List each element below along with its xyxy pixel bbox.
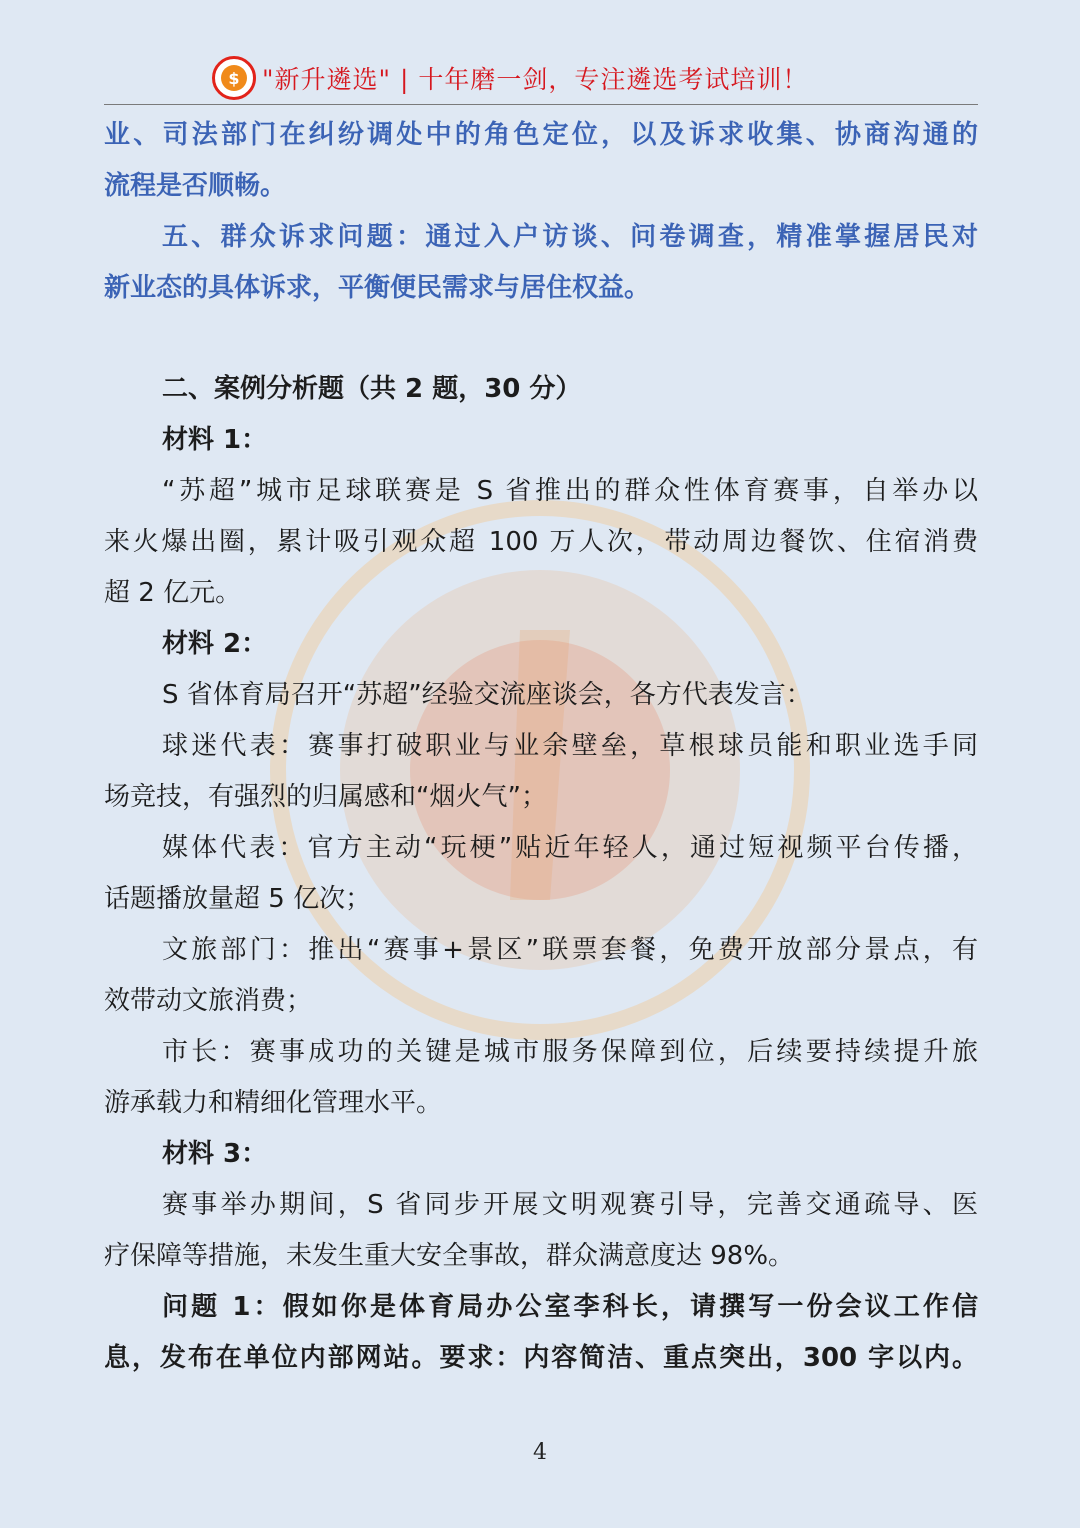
material-label: 材料 2： bbox=[162, 629, 268, 659]
material-label: 材料 1： bbox=[162, 425, 268, 455]
paragraph-line: 流程是否顺畅。 bbox=[104, 171, 287, 201]
question-line: 问题 1：假如你是体育局办公室李科长，请撰写一份会议工作信 bbox=[162, 1292, 978, 1322]
page-number: 4 bbox=[533, 1440, 547, 1465]
paragraph-line: 市长：赛事成功的关键是城市服务保障到位，后续要持续提升旅 bbox=[162, 1037, 978, 1067]
paragraph-line: 来火爆出圈，累计吸引观众超 100 万人次，带动周边餐饮、住宿消费 bbox=[104, 527, 978, 557]
paragraph-line: 游承载力和精细化管理水平。 bbox=[104, 1088, 443, 1118]
paragraph-line: 文旅部门：推出“赛事+景区”联票套餐，免费开放部分景点，有 bbox=[162, 935, 978, 965]
paragraph-line: S 省体育局召开“苏超”经验交流座谈会，各方代表发言： bbox=[162, 680, 812, 710]
material-label: 材料 3： bbox=[162, 1139, 268, 1169]
paragraph-line: 赛事举办期间，S 省同步开展文明观赛引导，完善交通疏导、医 bbox=[162, 1190, 978, 1220]
paragraph-line: 新业态的具体诉求，平衡便民需求与居住权益。 bbox=[104, 273, 651, 303]
question-line: 息，发布在单位内部网站。要求：内容简洁、重点突出，300 字以内。 bbox=[104, 1343, 978, 1373]
paragraph-line: 效带动文旅消费； bbox=[104, 986, 313, 1016]
paragraph-line: 球迷代表：赛事打破职业与业余壁垒，草根球员能和职业选手同 bbox=[162, 731, 978, 761]
paragraph-line: 场竞技，有强烈的归属感和“烟火气”； bbox=[104, 782, 547, 812]
xinsheng-logo-icon: $ bbox=[212, 56, 256, 100]
paragraph-line: 超 2 亿元。 bbox=[104, 578, 242, 608]
paragraph-line: 话题播放量超 5 亿次； bbox=[104, 884, 372, 914]
section-title: 二、案例分析题（共 2 题，30 分） bbox=[162, 374, 582, 404]
paragraph-line: “苏超”城市足球联赛是 S 省推出的群众性体育赛事，自举办以 bbox=[162, 476, 978, 506]
page-header bbox=[104, 54, 978, 105]
paragraph-line: 媒体代表：官方主动“玩梗”贴近年轻人，通过短视频平台传播， bbox=[162, 833, 978, 863]
paragraph-line: 疗保障等措施，未发生重大安全事故，群众满意度达 98%。 bbox=[104, 1241, 795, 1271]
header-slogan: "新升遴选" | 十年磨一剑，专注遴选考试培训！ bbox=[262, 65, 809, 94]
paragraph-line: 业、司法部门在纠纷调处中的角色定位，以及诉求收集、协商沟通的 bbox=[104, 120, 978, 150]
paragraph-line: 五、群众诉求问题：通过入户访谈、问卷调查，精准掌握居民对 bbox=[162, 222, 978, 252]
